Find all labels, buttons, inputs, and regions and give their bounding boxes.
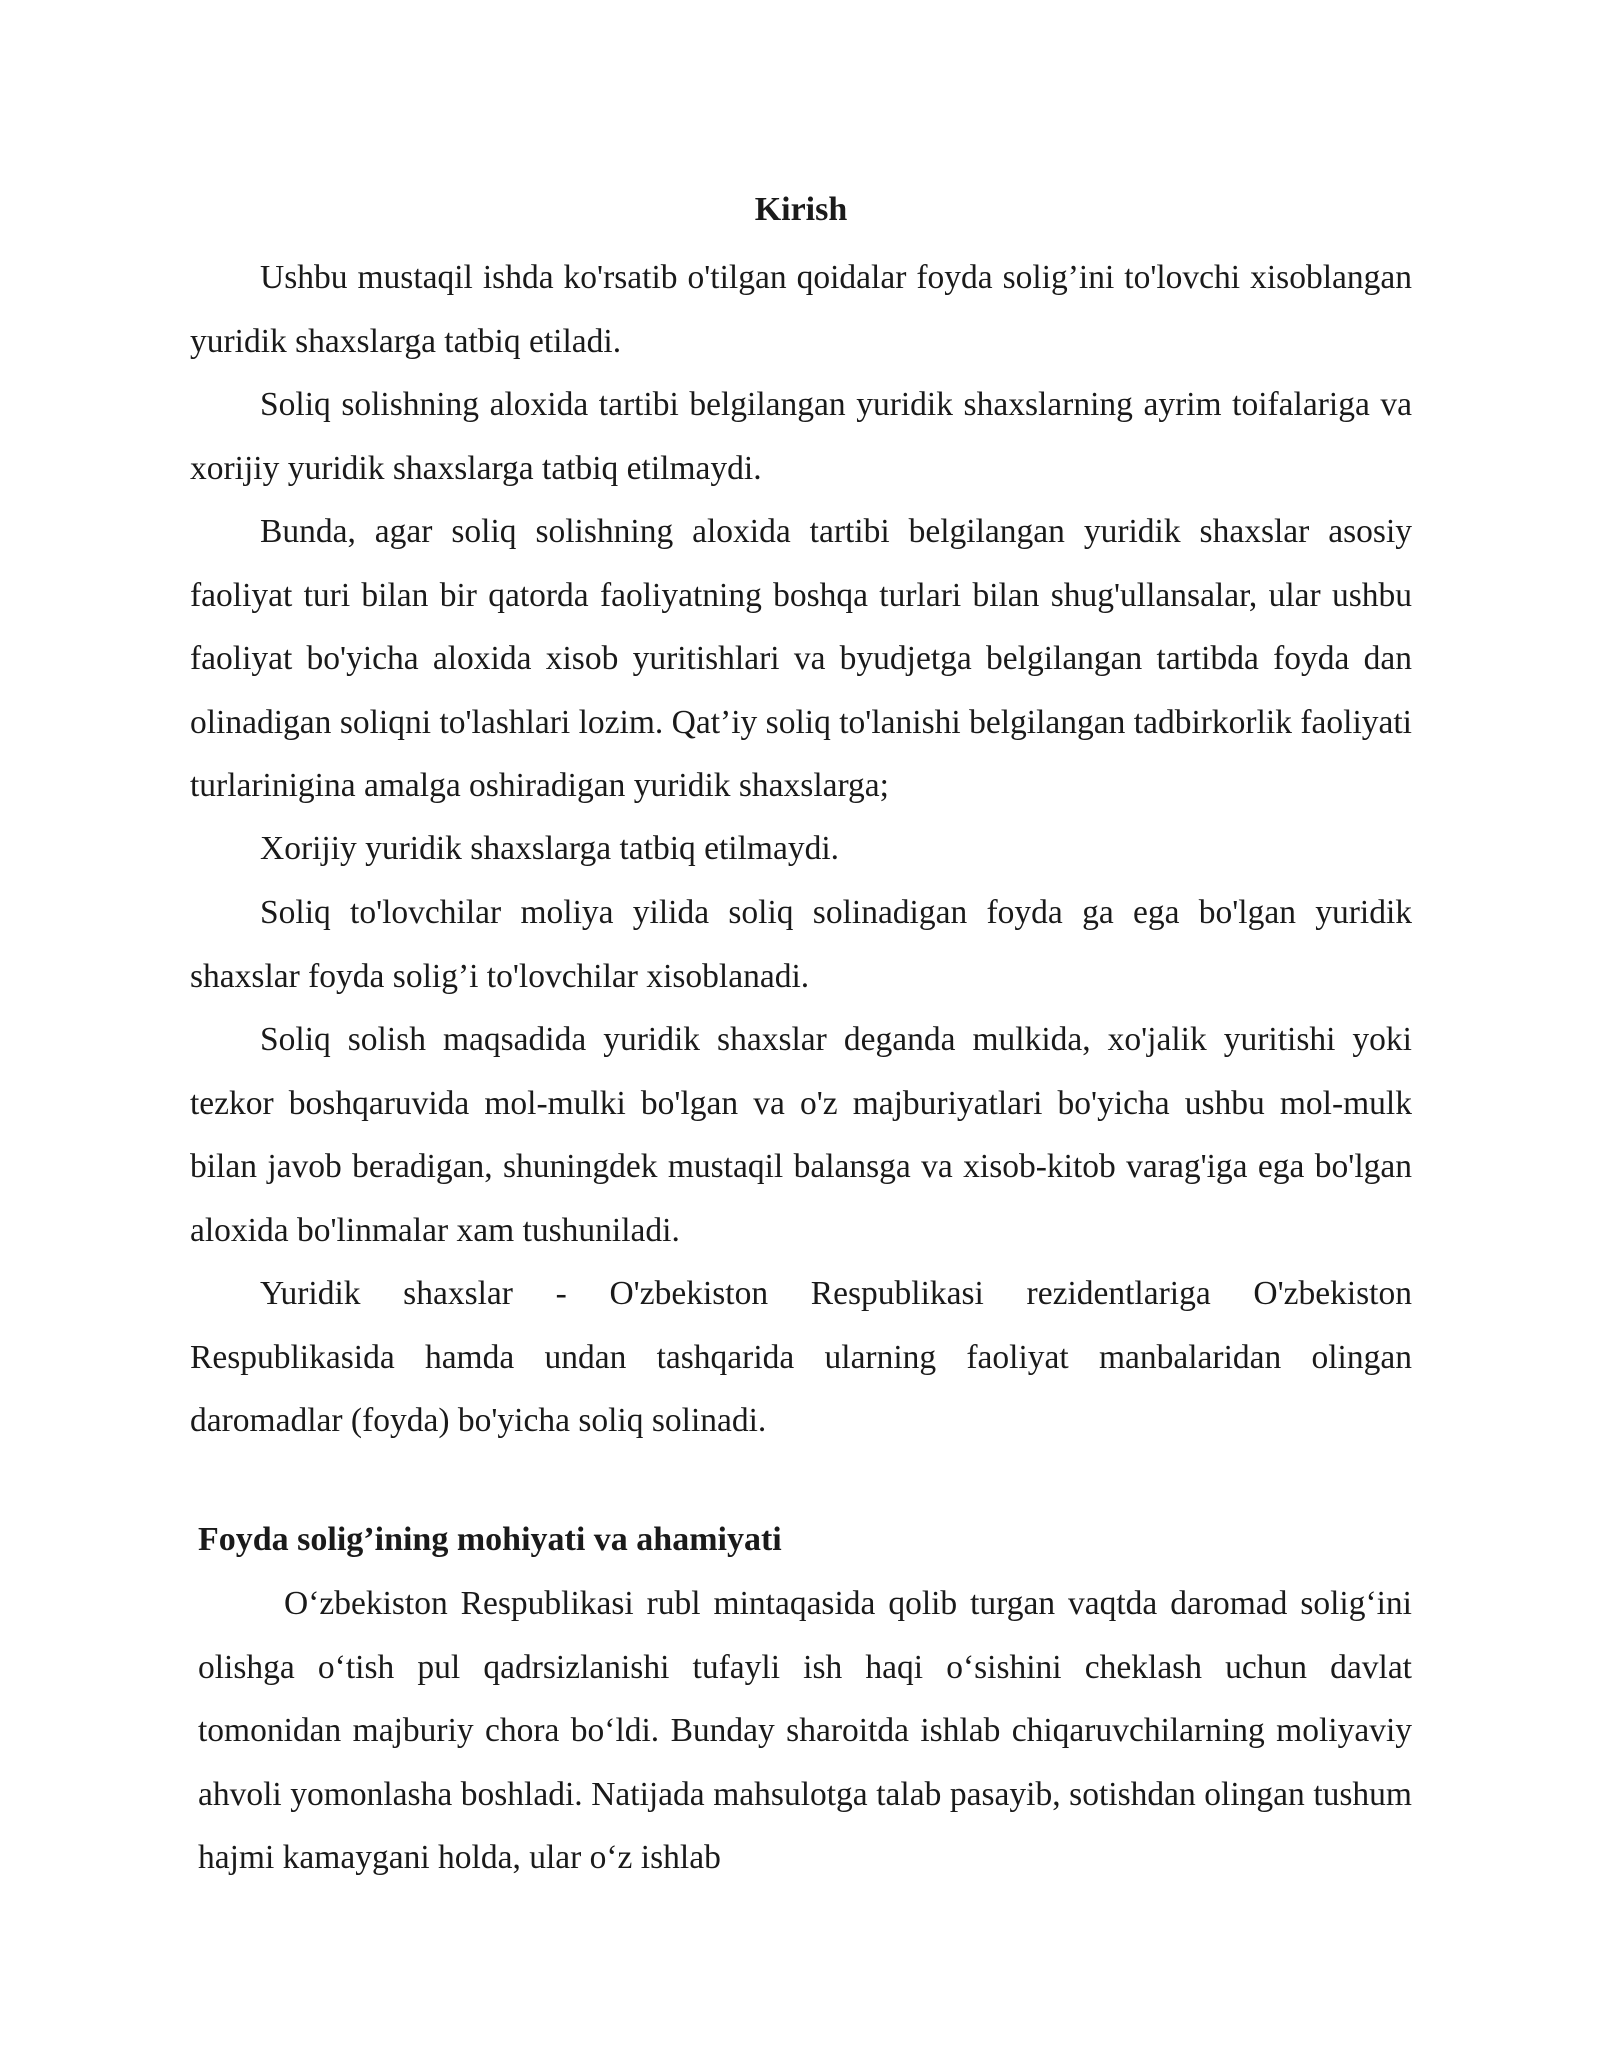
paragraph-5: Soliq to'lovchilar moliya yilida soliq solinadigan foyda ga ega bo'lgan yuridik shaxslar foyda solig’i to'lovchilar xisoblanadi. bbox=[190, 894, 1412, 995]
section-paragraph: O‘zbekiston Respublikasi rubl mintaqasida qolib turgan vaqtda daromad solig‘ini olishga o‘tish pul qadrsizlanishi tufayli ish haqi o‘sishini cheklash uchun davlat tomonidan majburiy chora bo‘ldi. Bunday sharoitda ishlab chiqaruvchilarning moliyaviy ahvoli yomonlasha boshladi. Natijada mahsulotga talab pasayib, sotishdan olingan tushum hajmi kamaygani holda, ular o‘z ishlab bbox=[198, 1585, 1412, 1876]
paragraph-4: Xorijiy yuridik shaxslarga tatbiq etilmaydi. bbox=[260, 830, 840, 867]
paragraph-3: Bunda, agar soliq solishning aloxida tartibi belgilangan yuridik shaxslar asosiy faoliyat turi bilan bir qatorda faoliyatning boshqa turlari bilan shug'ullansalar, ular ushbu faoliyat bo'yicha aloxida xisob yuritishlari va byudjetga belgilangan tartibda foyda dan olinadigan soliqni to'lashlari lozim. Qat’iy soliq to'lanishi belgilangan tadbirkorlik faoliyati turlarinigina amalga oshiradigan yuridik shaxslarga; bbox=[190, 513, 1412, 804]
paragraph-7: Yuridik shaxslar - O'zbekiston Respublikasi rezidentlariga O'zbekiston Respublikasida hamda undan tashqarida ularning faoliyat manbalaridan olingan daromadlar (foyda) bo'yicha soliq solinadi. bbox=[190, 1275, 1412, 1439]
section-heading: Foyda solig’ining mohiyati va ahamiyati bbox=[198, 1521, 782, 1558]
paragraph-1: Ushbu mustaqil ishda ko'rsatib o'tilgan qoidalar foyda solig’ini to'lovchi xisoblangan yuridik shaxslarga tatbiq etiladi. bbox=[190, 259, 1412, 360]
paragraph-6: Soliq solish maqsadida yuridik shaxslar deganda mulkida, xo'jalik yuritishi yoki tezkor boshqaruvida mol-mulki bo'lgan va o'z majburiyatlari bo'yicha ushbu mol-mulk bilan javob beradigan, shuningdek mustaqil balansga va xisob-kitob varag'iga ega bo'lgan aloxida bo'linmalar xam tushuniladi. bbox=[190, 1021, 1412, 1249]
paragraph-2: Soliq solishning aloxida tartibi belgilangan yuridik shaxslarning ayrim toifalariga va xorijiy yuridik shaxslarga tatbiq etilmaydi. bbox=[190, 386, 1412, 487]
document-title: Kirish bbox=[754, 191, 848, 228]
